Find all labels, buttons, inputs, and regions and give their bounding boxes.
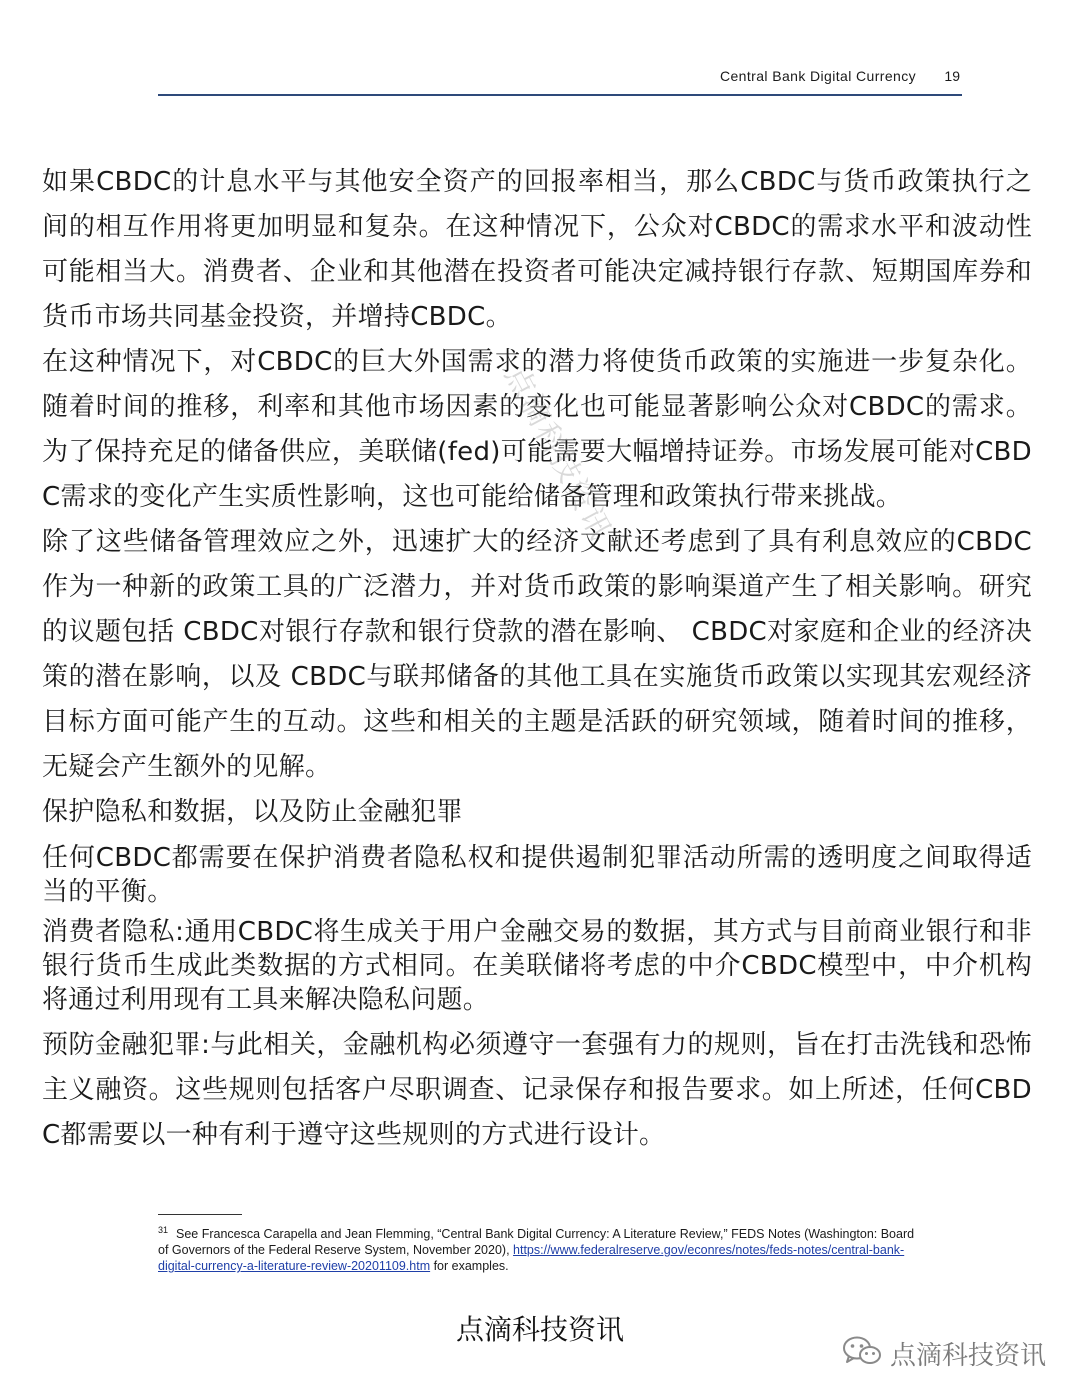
paragraph: 除了这些储备管理效应之外，迅速扩大的经济文献还考虑到了具有利息效应的CBDC作为一种新的政策工具的广泛潜力，并对货币政策的影响渠道产生了相关影响。研究的议题包括 CBDC对银行存款和银行贷款的潜在影响、 CBDC对家庭和企业的经济决策的潜在影响，以及 CBDC与联邦储备的其他工具在实施货币政策以实现其宏观经济目标方面可能产生的互动。这些和相关的主题是活跃的研究领域，随着时间的推移，无疑会产生额外的见解。 [42,527,1032,782]
header-title: Central Bank Digital Currency [719,68,916,84]
watermark: 点滴科技资讯 [497,360,619,547]
wechat-icon [842,1335,882,1371]
paragraph: 在这种情况下，对CBDC的巨大外国需求的潜力将使货币政策的实施进一步复杂化。随着时间的推移，利率和其他市场因素的变化也可能显著影响公众对CBDC的需求。为了保持充足的储备供应，美联储(fed)可能需要大幅增持证券。市场发展可能对CBDC需求的变化产生实质性影响，这也可能给储备管理和政策执行带来挑战。 [42,347,1032,512]
footnote-text: See Francesca Carapella and Jean Flemming, “Central Bank Digital Currency: A Literature Review,” FEDS Notes (Washington: Board of Governors of the Federal Reserve System, November 2020), [158,1227,915,1258]
footnote-link[interactable]: https://www.federalreserve.gov/econres/notes/feds-notes/central-bank-digital-currency-a-literature-review-20201109.htm [158,1243,905,1274]
wechat-account-name: 点滴科技资讯 [890,1340,1047,1371]
paragraph: 如果CBDC的计息水平与其他安全资产的回报率相当，那么CBDC与货币政策执行之间的相互作用将更加明显和复杂。在这种情况下，公众对CBDC的需求水平和波动性可能相当大。消费者、企业和其他潜在投资者可能决定减持银行存款、短期国库券和货币市场共同基金投资，并增持CBDC。 [42,167,1032,332]
paragraph: 消费者隐私:通用CBDC将生成关于用户金融交易的数据，其方式与目前商业银行和非银行货币生成此类数据的方式相同。在美联储将考虑的中介CBDC模型中，中介机构将通过利用现有工具来解决隐私问题。 [42,917,1032,1015]
footnote-number: 31 [158,1225,169,1235]
footer-brand: 点滴科技资讯 [455,1313,624,1346]
footnote-divider [158,1214,242,1215]
paragraph: 任何CBDC都需要在保护消费者隐私权和提供遏制犯罪活动所需的透明度之间取得适当的平衡。 [42,843,1032,907]
footnote-text-end: for examples. [430,1259,509,1274]
document-body [42,160,1032,1158]
footnote [158,1222,918,1274]
page-header [158,60,962,96]
paragraph: 预防金融犯罪:与此相关，金融机构必须遵守一套强有力的规则，旨在打击洗钱和恐怖主义融资。这些规则包括客户尽职调查、记录保存和报告要求。如上所述，任何CBDC都需要以一种有利于遵守这些规则的方式进行设计。 [42,1030,1032,1150]
wechat-badge [842,1336,1046,1370]
page-number: 19 [944,68,960,84]
section-heading: 保护隐私和数据，以及防止金融犯罪 [42,797,463,827]
